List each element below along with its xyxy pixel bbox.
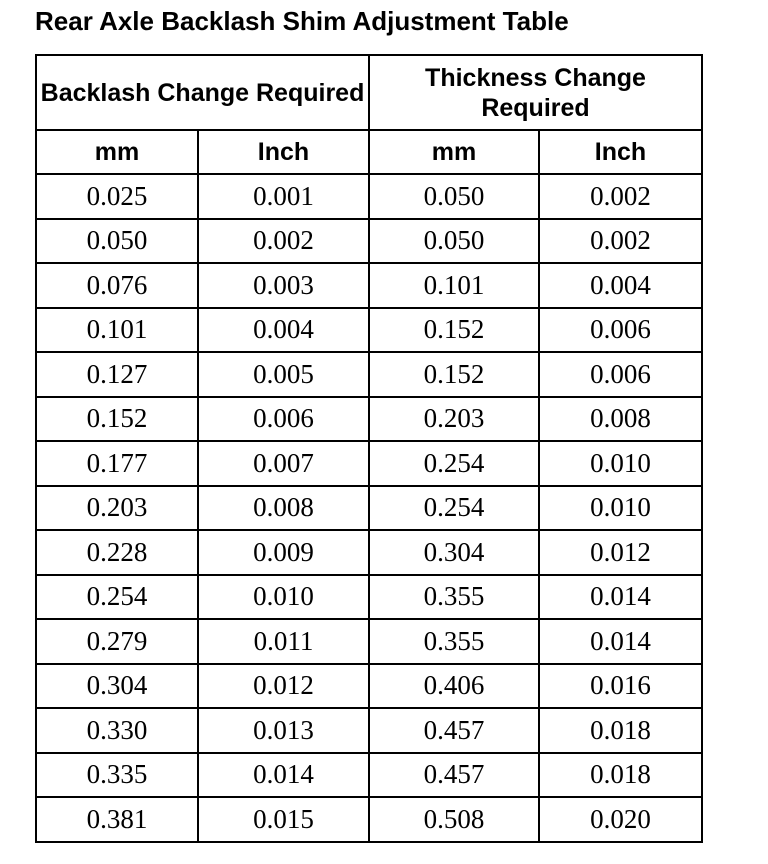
cell-backlash-inch: 0.010 [198, 575, 369, 620]
cell-backlash-inch: 0.015 [198, 797, 369, 842]
cell-thickness-mm: 0.254 [369, 441, 539, 486]
cell-backlash-mm: 0.127 [36, 352, 198, 397]
table-row [36, 486, 702, 531]
cell-thickness-mm: 0.304 [369, 530, 539, 575]
cell-thickness-inch: 0.006 [539, 308, 702, 353]
cell-backlash-mm: 0.152 [36, 397, 198, 442]
cell-thickness-mm: 0.050 [369, 219, 539, 264]
cell-thickness-inch: 0.008 [539, 397, 702, 442]
cell-backlash-inch: 0.002 [198, 219, 369, 264]
cell-backlash-mm: 0.177 [36, 441, 198, 486]
cell-thickness-inch: 0.014 [539, 619, 702, 664]
cell-backlash-inch: 0.013 [198, 708, 369, 753]
cell-thickness-mm: 0.508 [369, 797, 539, 842]
table-row [36, 352, 702, 397]
cell-backlash-mm: 0.050 [36, 219, 198, 264]
cell-thickness-inch: 0.020 [539, 797, 702, 842]
header-thickness-mm: mm [369, 130, 539, 174]
cell-backlash-inch: 0.004 [198, 308, 369, 353]
table-row [36, 797, 702, 842]
table-row [36, 753, 702, 798]
cell-backlash-mm: 0.025 [36, 174, 198, 219]
cell-backlash-mm: 0.330 [36, 708, 198, 753]
cell-thickness-inch: 0.010 [539, 486, 702, 531]
cell-backlash-inch: 0.012 [198, 664, 369, 709]
table-row [36, 174, 702, 219]
cell-thickness-inch: 0.016 [539, 664, 702, 709]
cell-backlash-inch: 0.014 [198, 753, 369, 798]
cell-backlash-inch: 0.009 [198, 530, 369, 575]
cell-backlash-mm: 0.076 [36, 263, 198, 308]
table-row [36, 575, 702, 620]
cell-backlash-inch: 0.001 [198, 174, 369, 219]
table-row [36, 308, 702, 353]
cell-backlash-inch: 0.007 [198, 441, 369, 486]
table-row [36, 263, 702, 308]
table-row [36, 530, 702, 575]
cell-backlash-inch: 0.006 [198, 397, 369, 442]
cell-thickness-inch: 0.002 [539, 219, 702, 264]
cell-thickness-mm: 0.152 [369, 308, 539, 353]
cell-backlash-inch: 0.008 [198, 486, 369, 531]
table-row [36, 619, 702, 664]
cell-thickness-inch: 0.004 [539, 263, 702, 308]
cell-thickness-inch: 0.002 [539, 174, 702, 219]
cell-backlash-mm: 0.304 [36, 664, 198, 709]
table-row [36, 397, 702, 442]
cell-backlash-mm: 0.101 [36, 308, 198, 353]
cell-backlash-mm: 0.279 [36, 619, 198, 664]
cell-thickness-mm: 0.254 [369, 486, 539, 531]
header-backlash-change: Backlash Change Required [36, 55, 369, 130]
table-row [36, 664, 702, 709]
cell-thickness-mm: 0.355 [369, 575, 539, 620]
table-row [36, 441, 702, 486]
shim-adjustment-table [35, 54, 703, 843]
cell-backlash-inch: 0.003 [198, 263, 369, 308]
header-backlash-mm: mm [36, 130, 198, 174]
cell-thickness-inch: 0.014 [539, 575, 702, 620]
cell-thickness-inch: 0.018 [539, 708, 702, 753]
cell-thickness-inch: 0.010 [539, 441, 702, 486]
cell-thickness-inch: 0.018 [539, 753, 702, 798]
cell-backlash-mm: 0.228 [36, 530, 198, 575]
header-thickness-change: Thickness Change Required [369, 55, 702, 130]
cell-thickness-inch: 0.006 [539, 352, 702, 397]
cell-backlash-mm: 0.203 [36, 486, 198, 531]
cell-thickness-mm: 0.050 [369, 174, 539, 219]
table-row [36, 708, 702, 753]
header-thickness-inch: Inch [539, 130, 702, 174]
cell-thickness-mm: 0.355 [369, 619, 539, 664]
cell-thickness-mm: 0.457 [369, 753, 539, 798]
cell-thickness-inch: 0.012 [539, 530, 702, 575]
cell-thickness-mm: 0.152 [369, 352, 539, 397]
table-row [36, 219, 702, 264]
cell-backlash-mm: 0.254 [36, 575, 198, 620]
cell-backlash-mm: 0.335 [36, 753, 198, 798]
cell-backlash-inch: 0.005 [198, 352, 369, 397]
table-title: Rear Axle Backlash Shim Adjustment Table [35, 6, 569, 36]
cell-thickness-mm: 0.101 [369, 263, 539, 308]
cell-thickness-mm: 0.203 [369, 397, 539, 442]
cell-backlash-inch: 0.011 [198, 619, 369, 664]
table-body [36, 174, 702, 842]
header-backlash-inch: Inch [198, 130, 369, 174]
cell-thickness-mm: 0.457 [369, 708, 539, 753]
cell-thickness-mm: 0.406 [369, 664, 539, 709]
cell-backlash-mm: 0.381 [36, 797, 198, 842]
